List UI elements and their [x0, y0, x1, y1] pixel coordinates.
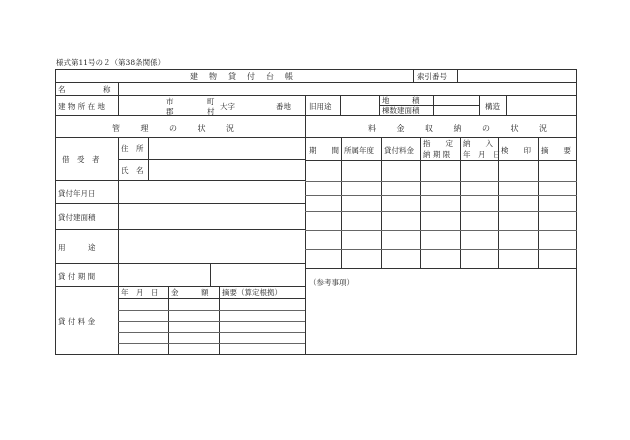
village-label: 村 — [207, 107, 215, 116]
fee-amount-col-header: 貸付料金 — [384, 146, 414, 155]
collection-section-title: 料 金 収 納 の 状 況 — [368, 124, 549, 133]
loan-fee-label: 貸 付 料 金 — [58, 317, 96, 326]
period-header: 期 間 — [309, 146, 339, 155]
building-area-label: 棟数建面積 — [382, 106, 420, 115]
oaza-label: 大字 — [220, 102, 235, 111]
location-label: 建 物 所 在 地 — [58, 102, 106, 111]
name-label: 名 称 — [58, 85, 111, 94]
payment-date-header: 年 月 日 — [463, 150, 501, 159]
due-date-header: 納 期 限 — [423, 150, 451, 159]
notes-label: （参考事項） — [309, 278, 354, 287]
banchi-label: 番地 — [276, 102, 291, 111]
inspection-header: 検 印 — [501, 146, 531, 155]
management-section-title: 管 理 の 状 況 — [112, 124, 236, 133]
structure-label: 構造 — [485, 102, 500, 111]
fee-amount-header: 金 額 — [171, 288, 209, 297]
town-label: 町 — [207, 97, 215, 106]
full-name-label: 氏 名 — [121, 166, 144, 175]
form-caption: 様式第11号の２（第38条関係） — [56, 58, 166, 67]
land-area-label: 地 積 — [382, 96, 420, 105]
remarks-header: 摘 要 — [541, 146, 571, 155]
city-label: 市 — [166, 97, 174, 106]
loan-period-label: 貸 付 期 間 — [58, 272, 96, 281]
payment-in-header: 納 入 — [463, 139, 493, 148]
fee-remarks-header: 摘要（算定根拠） — [222, 288, 282, 297]
designated-header: 指 定 — [423, 139, 453, 148]
index-number-label: 索引番号 — [417, 72, 447, 81]
borrower-label: 借 受 者 — [62, 155, 100, 164]
old-use-label: 旧用途 — [309, 102, 332, 111]
fiscal-year-header: 所属年度 — [344, 146, 374, 155]
county-label: 郡 — [166, 107, 174, 116]
fee-date-header: 年 月 日 — [121, 288, 159, 297]
loan-date-label: 貸付年月日 — [58, 189, 96, 198]
loan-area-label: 貸付建面積 — [58, 213, 96, 222]
address-label: 住 所 — [121, 144, 144, 153]
ledger-title: 建 物 貸 付 台 帳 — [190, 72, 295, 81]
use-label: 用 途 — [58, 243, 96, 252]
